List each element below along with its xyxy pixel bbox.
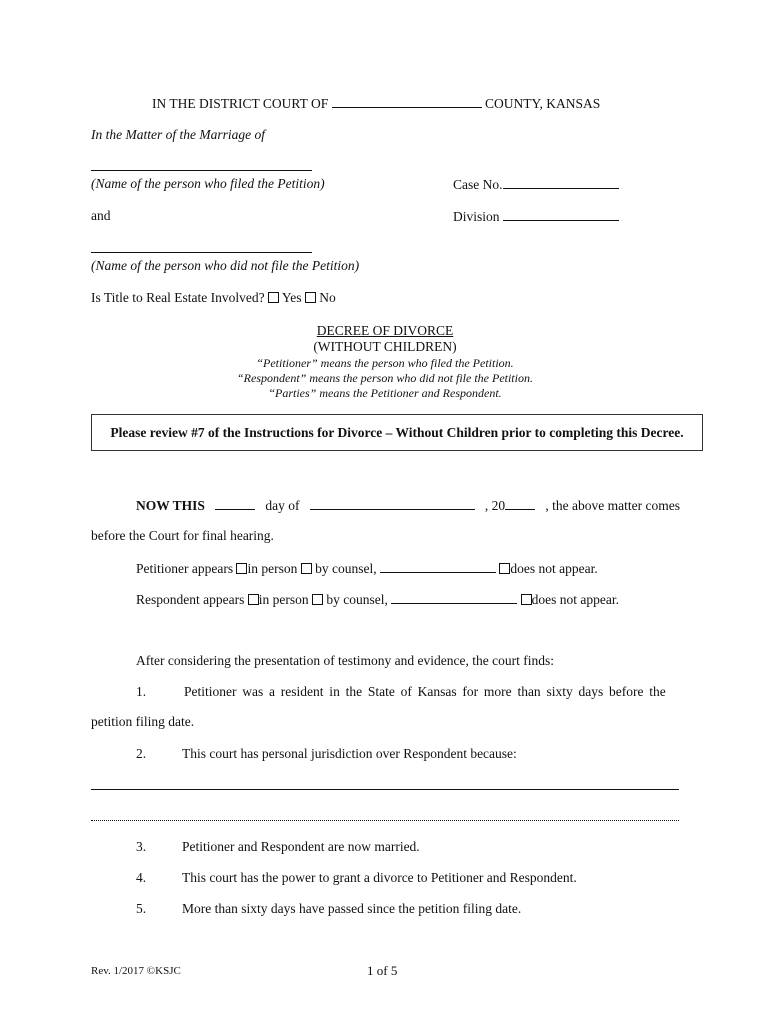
division-row xyxy=(453,208,619,225)
year-prefix: , 20 xyxy=(485,497,535,514)
respondent-counsel-field[interactable] xyxy=(391,591,517,604)
case-no-label: Case No. xyxy=(453,177,503,192)
respondent-appears-label: Respondent appears xyxy=(136,592,245,607)
finding-5-number: 5. xyxy=(136,901,147,916)
does-not-appear-label: does not appear. xyxy=(510,561,598,576)
finding-2-number: 2. xyxy=(136,746,147,761)
case-number-field[interactable] xyxy=(503,176,619,189)
definition-parties: “Parties” means the Petitioner and Respondent. xyxy=(268,386,502,400)
now-this-label: NOW THIS xyxy=(136,498,205,513)
instructions-notice xyxy=(91,414,703,451)
now-this-line xyxy=(136,497,680,514)
day-of-label: day of xyxy=(265,498,300,513)
in-person-label: in person xyxy=(258,592,309,607)
division-field[interactable] xyxy=(503,208,619,221)
respondent-name-field[interactable] xyxy=(91,252,312,253)
definition-respondent: “Respondent” means the person who did not file the Petition. xyxy=(237,371,533,385)
yes-label: Yes xyxy=(281,290,302,305)
petitioner-in-person-checkbox[interactable] xyxy=(236,563,247,574)
hearing-day-field[interactable] xyxy=(215,497,255,510)
findings-intro: After considering the presentation of testimony and evidence, the court finds: xyxy=(136,653,554,668)
final-hearing-line: before the Court for final hearing. xyxy=(91,528,274,543)
petitioner-appears-label: Petitioner appears xyxy=(136,561,234,576)
court-header xyxy=(152,95,600,112)
petitioner-name-field[interactable] xyxy=(91,170,312,171)
petitioner-label: (Name of the person who filed the Petition) xyxy=(91,176,325,191)
finding-1-number: 1. xyxy=(136,684,147,699)
jurisdiction-reason-field-1[interactable] xyxy=(91,789,679,790)
real-estate-no-checkbox[interactable] xyxy=(305,292,316,303)
jurisdiction-reason-field-2[interactable] xyxy=(91,820,679,821)
does-not-appear-label: does not appear. xyxy=(531,592,619,607)
no-label: No xyxy=(319,290,336,305)
court-prefix: IN THE DISTRICT COURT OF xyxy=(152,96,329,111)
real-estate-question: Is Title to Real Estate Involved? xyxy=(91,290,265,305)
by-counsel-label: by counsel, xyxy=(326,592,388,607)
revision-footer: Rev. 1/2017 ©KSJC xyxy=(91,965,181,977)
respondent-in-person-checkbox[interactable] xyxy=(248,594,259,605)
definition-petitioner: “Petitioner” means the person who filed the Petition. xyxy=(256,356,514,370)
by-counsel-label: by counsel, xyxy=(315,561,377,576)
decree-title: DECREE OF DIVORCE xyxy=(316,323,454,338)
county-name-field[interactable] xyxy=(332,95,482,108)
real-estate-yes-checkbox[interactable] xyxy=(268,292,279,303)
finding-4-text: This court has the power to grant a divorce to Petitioner and Respondent. xyxy=(182,870,577,885)
respondent-appears-row xyxy=(136,591,619,608)
petitioner-by-counsel-checkbox[interactable] xyxy=(301,563,312,574)
respondent-by-counsel-checkbox[interactable] xyxy=(312,594,323,605)
petitioner-does-not-appear-checkbox[interactable] xyxy=(499,563,510,574)
finding-1-continuation: petition filing date. xyxy=(91,714,195,729)
finding-1-line: Petitioner was a resident in the State of Kansas for more than sixty days before the xyxy=(184,684,666,699)
petitioner-counsel-field[interactable] xyxy=(380,560,496,573)
respondent-does-not-appear-checkbox[interactable] xyxy=(521,594,532,605)
in-person-label: in person xyxy=(247,561,298,576)
finding-2-text: This court has personal jurisdiction over Respondent because: xyxy=(182,746,517,761)
court-suffix: COUNTY, KANSAS xyxy=(484,96,601,111)
finding-4-number: 4. xyxy=(136,870,147,885)
hearing-month-field[interactable] xyxy=(310,497,475,510)
finding-3-number: 3. xyxy=(136,839,147,854)
matter-comes-label: , the above matter comes xyxy=(545,498,680,513)
petitioner-appears-row xyxy=(136,560,598,577)
and-label: and xyxy=(91,208,111,223)
respondent-label: (Name of the person who did not file the Petition) xyxy=(91,258,360,273)
hearing-year-field[interactable] xyxy=(505,497,535,510)
matter-heading: In the Matter of the Marriage of xyxy=(91,127,265,142)
finding-1-text xyxy=(184,684,680,700)
real-estate-row xyxy=(91,290,336,306)
division-label: Division xyxy=(453,209,500,224)
finding-3-text: Petitioner and Respondent are now married. xyxy=(182,839,420,854)
instructions-notice-text: Please review #7 of the Instructions for Divorce – Without Children prior to completing this Decree. xyxy=(110,424,684,440)
case-number-row xyxy=(453,176,619,193)
page-number: 1 of 5 xyxy=(367,963,398,978)
decree-subtitle: (WITHOUT CHILDREN) xyxy=(313,339,457,354)
finding-5-text: More than sixty days have passed since the petition filing date. xyxy=(182,901,522,916)
